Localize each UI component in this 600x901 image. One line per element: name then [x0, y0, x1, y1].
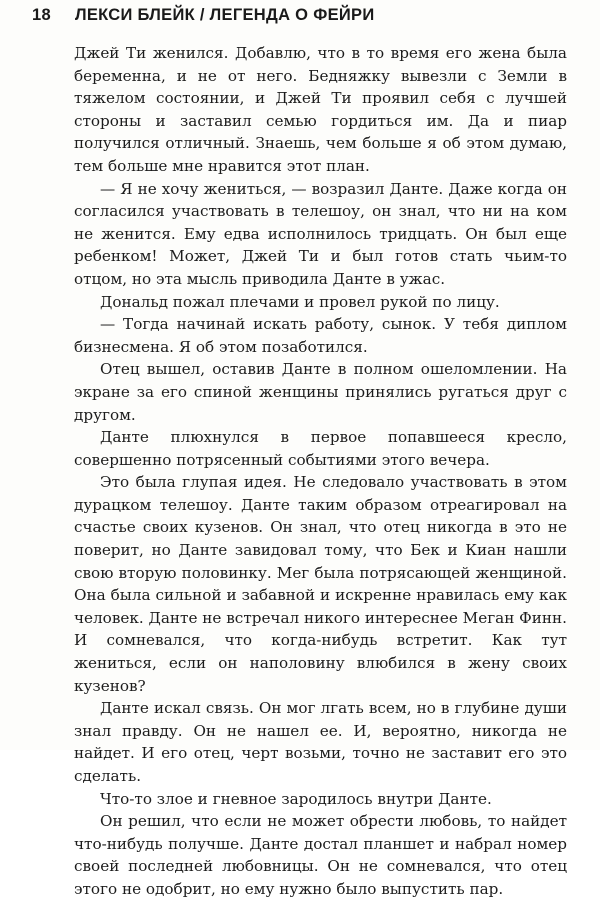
paragraph: — Тогда начинай искать работу, сынок. У тебя диплом бизнесмена. Я об этом позаботился.	[74, 315, 567, 356]
paragraph: Это была глупая идея. Не следовало участвовать в этом дурацком телешоу. Данте таким образом отреагировал на счастье своих кузенов. Он знал, что отец никогда в это не поверит, но Данте завидовал тому, что Бек и Киан нашли свою вторую половинку. Мег была потрясающей женщиной. Она была сильной и забавной и искренне нравилась ему как человек. Данте не встречал никого интереснее Меган Финн. И сомневался, что когда-нибудь встретит. Как тут жениться, если он наполовину влюбился в жену своих кузенов?	[74, 473, 567, 695]
paragraph: Что-то злое и гневное зародилось внутри Данте.	[100, 789, 492, 808]
page-number: 18	[32, 6, 51, 24]
body-text	[74, 42, 567, 901]
running-title: ЛЕКСИ БЛЕЙК / ЛЕГЕНДА О ФЕЙРИ	[74, 6, 375, 24]
paragraph: Джей Ти женился. Добавлю, что в то время его жена была беременна, и не от него. Бедняжку вывезли с Земли в тяжелом состоянии, и Джей Ти проявил себя с лучшей стороны и заставил семью гордиться им. Да и пиар получился отличный. Знаешь, чем больше я об этом думаю, тем больше мне нравится этот план.	[74, 44, 567, 175]
paragraph: — Я не хочу жениться, — возразил Данте. Даже когда он согласился участвовать в телешоу, он знал, что ни на ком не женится. Ему едва исполнилось тридцать. Он был еще ребенком! Может, Джей Ти и был готов стать чьим-то отцом, но эта мысль приводила Данте в ужас.	[74, 179, 567, 288]
paragraph: Отец вышел, оставив Данте в полном ошеломлении. На экране за его спиной женщины принялись ругаться друг с другом.	[74, 360, 567, 424]
paragraph: Данте плюхнулся в первое попавшееся кресло, совершенно потрясенный событиями этого вечера.	[74, 428, 567, 469]
paragraph: Дональд пожал плечами и провел рукой по лицу.	[100, 292, 500, 311]
page-header	[32, 6, 580, 34]
paragraph: Он решил, что если не может обрести любовь, то найдет что-нибудь получше. Данте достал планшет и набрал номер своей последней любовницы. Он не сомневался, что отец этого не одобрит, но ему нужно было выпустить пар.	[74, 812, 567, 898]
paragraph: Данте искал связь. Он мог лгать всем, но в глубине души знал правду. Он не нашел ее. И, вероятно, никогда не найдет. И его отец, черт возьми, точно не заставит его это сделать.	[74, 699, 567, 785]
